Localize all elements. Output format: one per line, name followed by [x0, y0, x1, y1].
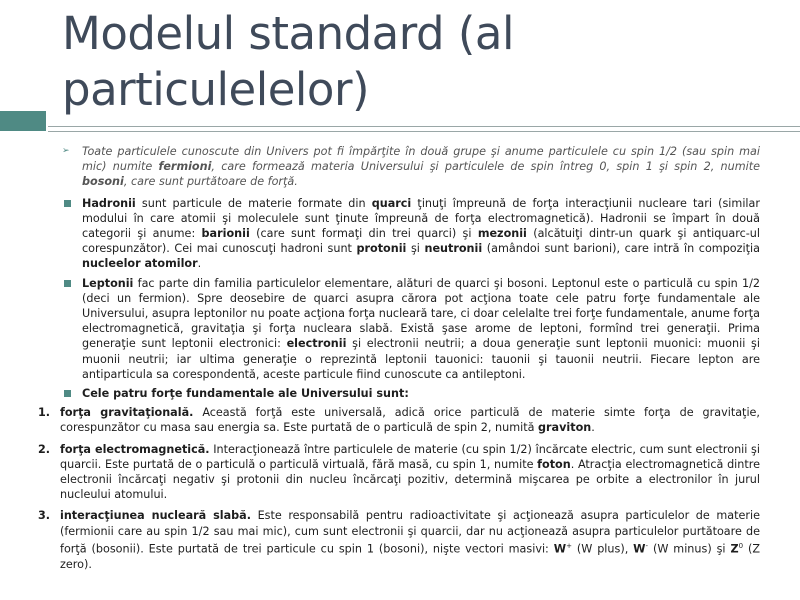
paragraph-hadrons: Hadronii sunt particule de materie formate din quarci ţinuţi împreună de forţa interacţiunii nucleare tari (similar modului în care atomii şi moleculele sunt ţinute împreună de forţa electromagnetică). Hadronii se împart în două categorii şi anume: barionii (care sunt formaţi din trei quarci) şi mezonii (alcătuiţi dintr-un quark şi antiquarc-ul corespunzător). Cei mai cunoscuţi hadroni sunt protonii şi neutronii (amândoi sunt barioni), care intră în compoziţia nucleelor atomilor.	[60, 196, 760, 272]
divider-line-bottom	[48, 131, 800, 132]
paragraph-fermions-bosons: ➢ Toate particulele cunoscute din Univers pot fi împărţite în două grupe şi anume particulele cu spin 1/2 (sau spin mai mic) numite fermioni, care formează materia Universului şi particulele de spin întreg 0, spin 1 şi spin 2, numite bosoni, care sunt purtătoare de forţă.	[62, 145, 761, 189]
square-bullet-icon	[64, 280, 71, 287]
divider-line-top	[48, 126, 800, 127]
list-item-weak-force: 3. interacţiunea nucleară slabă. Este responsabilă pentru radioactivitate şi acţionează asupra particulelor de materie (fermionii care au spin 1/2 sau mai mic), cum sunt electronii şi quarcii, dar nu acţionează asupra particulelor purtătoare de forţă (bosonii). Este purtată de trei particule cu spin 1 (bosoni), nişte vectori masivi: W+ (W plus), W- (W minus) şi $Z^0$ (Z zero).	[38, 509, 760, 571]
accent-bar	[0, 111, 46, 131]
list-item-gravity: 1. forţa gravitaţională. Această forţă este universală, adică orice particulă de materie simte forţa de gravitaţie, corespunzător cu masa sau energia sa. Este purtată de o particulă de spin 2, numită graviton.	[38, 406, 760, 435]
square-bullet-icon	[64, 200, 71, 207]
paragraph-forces-heading: Cele patru forţe fundamentale ale Universului sunt:	[60, 386, 760, 401]
slide-title: Modelul standard (al particulelelor)	[62, 7, 514, 116]
list-item-electromagnetic: 2. forţa electromagnetică. Interacţionează între particulele de materie (cu spin 1/2) încărcate electric, cum sunt electronii şi quarcii. Este purtată de o particulă o particulă virtuală, fără masă, cu spin 1, numite foton. Atracţia electromagnetică dintre electronii încărcaţi negativ şi protonii din nucleu încărcaţi pozitiv, determină mişcarea pe orbite a electronilor în jurul nucleului atomului.	[38, 442, 760, 502]
slide-body	[38, 144, 761, 578]
paragraph-leptons: Leptonii fac parte din familia particulelor elementare, alături de quarci şi bosoni. Leptonul este o particulă cu spin 1/2 (deci un fermion). Spre deosebire de quarci asupra cărora pot acţiona toate cele patru forţe fundamentale ale Universului, asupra leptonilor nu poate acţiona forţa nucleară tare, ci doar celelalte trei forţe fundamentale, anume forţa electromagnetică, gravitaţia şi forţa nucleara slabă. Există şase arome de leptoni, formînd trei generaţii. Prima generaţie sunt leptonii electronici: electronii şi electronii neutrii; a doua generaţie sunt leptonii muonici: muonii şi muonii neutrii; iar ultima generaţie o reprezintă leptonii tauonici: tauonii şi tauonii neutrii. Fiecare lepton are antiparticula sa corespondentă, aceste particule fiind cunoscute ca antileptoni.	[60, 276, 760, 382]
square-bullet-icon	[64, 390, 71, 397]
arrow-bullet-icon: ➢	[62, 146, 70, 156]
